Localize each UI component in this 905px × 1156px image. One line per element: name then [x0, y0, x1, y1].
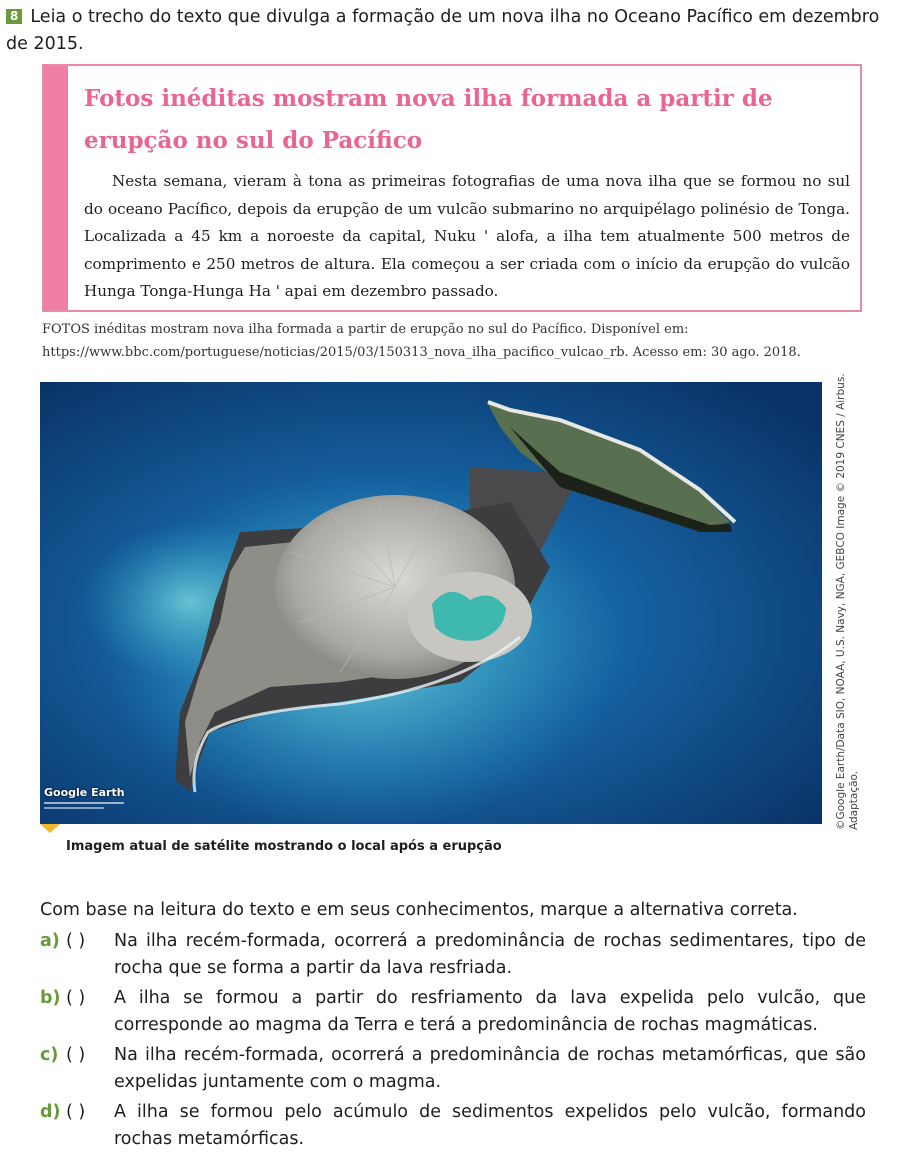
option-checkbox[interactable]: ( ) — [66, 1102, 86, 1122]
caption-marker-icon — [40, 824, 60, 833]
option-text: A ilha se formou a partir do resfriamento da lava expelida pelo vulcão, que corresponde ao magma da Terra e terá a predominância de rochas magmáticas. — [114, 988, 866, 1035]
image-caption: Imagem atual de satélite mostrando o local após a erupção — [66, 839, 502, 854]
option-checkbox[interactable]: ( ) — [66, 1045, 86, 1065]
image-fineprint-line — [44, 802, 124, 804]
option-letter: a) — [40, 931, 60, 951]
option-text: A ilha se formou pelo acúmulo de sedimentos expelidos pelo vulcão, formando rochas metamórficas. — [114, 1102, 866, 1149]
option-letter: b) — [40, 988, 61, 1008]
island-satellite-drawing — [40, 382, 822, 824]
satellite-image — [40, 382, 822, 824]
option-d[interactable] — [40, 1099, 866, 1153]
image-credit: ©Google Earth/Data SIO, NOAA, U.S. Navy, NGA, GEBCO Image © 2019 CNES / Airbus. Adaptação. — [835, 373, 860, 830]
article-source: FOTOS inéditas mostram nova ilha formada a partir de erupção no sul do Pacífico. Disponível em: https://www.bbc.com/portuguese/noticias/2015/03/150313_nova_ilha_pacifico_vulcao_rb. Acesso em: 30 ago. 2018. — [42, 322, 801, 360]
article-box — [42, 64, 862, 312]
question-number: 8 — [6, 9, 22, 24]
question-text: Leia o trecho do texto que divulga a formação de um nova ilha no Oceano Pacífico em dezembro de 2015. — [6, 7, 880, 54]
google-earth-logo: Google Earth — [44, 786, 125, 799]
option-text: Na ilha recém-formada, ocorrerá a predominância de rochas sedimentares, tipo de rocha que se forma a partir da lava resfriada. — [114, 931, 866, 978]
option-c[interactable] — [40, 1042, 866, 1096]
article-body: Nesta semana, vieram à tona as primeiras fotografias de uma nova ilha que se formou no sul do oceano Pacífico, depois da erupção de um vulcão submarino no arquipélago polinésio de Tonga. Localizada a 45 km a noroeste da capital, Nuku ' alofa, a ilha tem atualmente 500 metros de comprimento e 250 metros de altura. Ela começou a ser criada com o início da erupção do vulcão Hunga Tonga-Hunga Ha ' apai em dezembro passado. — [84, 172, 850, 301]
article-title: Fotos inéditas mostram nova ilha formada a partir de erupção no sul do Pacífico — [84, 85, 773, 154]
option-letter: d) — [40, 1102, 61, 1122]
answer-options — [40, 928, 866, 1156]
option-b[interactable] — [40, 985, 866, 1039]
image-fineprint-line — [44, 807, 104, 809]
option-checkbox[interactable]: ( ) — [66, 988, 86, 1008]
option-checkbox[interactable]: ( ) — [66, 931, 86, 951]
question-prompt: Com base na leitura do texto e em seus conhecimentos, marque a alternativa correta. — [40, 900, 798, 920]
option-a[interactable] — [40, 928, 866, 982]
option-letter: c) — [40, 1045, 59, 1065]
article-accent-bar — [44, 66, 68, 310]
option-text: Na ilha recém-formada, ocorrerá a predominância de rochas metamórficas, que são expelidas juntamente com o magma. — [114, 1045, 866, 1092]
question-header — [6, 4, 886, 58]
